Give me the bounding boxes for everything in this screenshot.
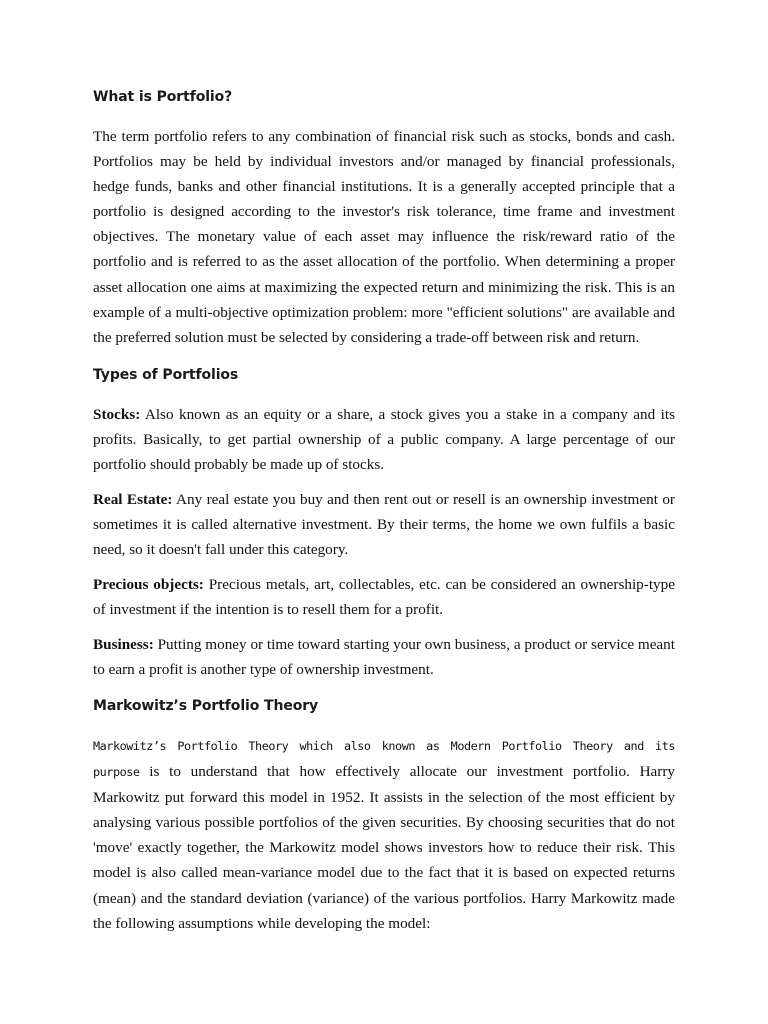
heading-markowitz-theory: Markowitz’s Portfolio Theory xyxy=(93,698,319,714)
paragraph-real-estate xyxy=(93,487,675,562)
paragraph-stocks xyxy=(93,402,675,477)
heading-what-is-portfolio: What is Portfolio? xyxy=(93,89,233,105)
term-stocks: Stocks: xyxy=(93,406,141,423)
heading-types-of-portfolios: Types of Portfolios xyxy=(93,367,239,383)
paragraph-markowitz xyxy=(93,733,675,936)
term-real-estate: Real Estate: xyxy=(93,491,173,508)
paragraph-portfolio-definition: The term portfolio refers to any combination of financial risk such as stocks, bonds and cash. Portfolios may be held by individual investors and/or managed by financial professionals, hedge funds, banks and other financial institutions. It is a generally accepted principle that a portfolio is designed according to the investor's risk tolerance, time frame and investment objectives. The monetary value of each asset may influence the risk/reward ratio of the portfolio and is referred to as the asset allocation of the portfolio. When determining a proper asset allocation one aims at maximizing the expected return and minimizing the risk. This is an example of a multi-objective optimization problem: more "efficient solutions" are available and the preferred solution must be selected by considering a trade-off between risk and return. xyxy=(93,128,675,346)
paragraph-business xyxy=(93,632,675,682)
text-stocks: Also known as an equity or a share, a stock gives you a stake in a company and its profits. Basically, to get partial ownership of a public company. A large percentage of our portfolio should probably be made up of stocks. xyxy=(93,406,675,474)
text-business: Putting money or time toward starting your own business, a product or service meant to earn a profit is another type of ownership investment. xyxy=(93,636,675,679)
markowitz-lead-text: Markowitz’s Portfolio Theory which also known as Modern Portfolio Theory and its purpose xyxy=(93,739,675,780)
term-precious-objects: Precious objects: xyxy=(93,576,204,593)
paragraph-precious-objects xyxy=(93,572,675,622)
term-business: Business: xyxy=(93,636,154,653)
markowitz-body-text: is to understand that how effectively allocate our investment portfolio. Harry Markowitz put forward this model in 1952. It assists in the selection of the most efficient by analysing various possible portfolios of the given securities. By choosing securities that do not 'move' exactly together, the Markowitz model shows investors how to reduce their risk. This model is also called mean-variance model due to the fact that it is based on expected returns (mean) and the standard deviation (variance) of the various portfolios. Harry Markowitz made the following assumptions while developing the model: xyxy=(93,763,675,932)
text-precious-objects: Precious metals, art, collectables, etc. can be considered an ownership-type of investment if the intention is to resell them for a profit. xyxy=(93,576,675,619)
text-real-estate: Any real estate you buy and then rent out or resell is an ownership investment or sometimes it is called alternative investment. By their terms, the home we own fulfils a basic need, so it doesn't fall under this category. xyxy=(93,491,675,559)
